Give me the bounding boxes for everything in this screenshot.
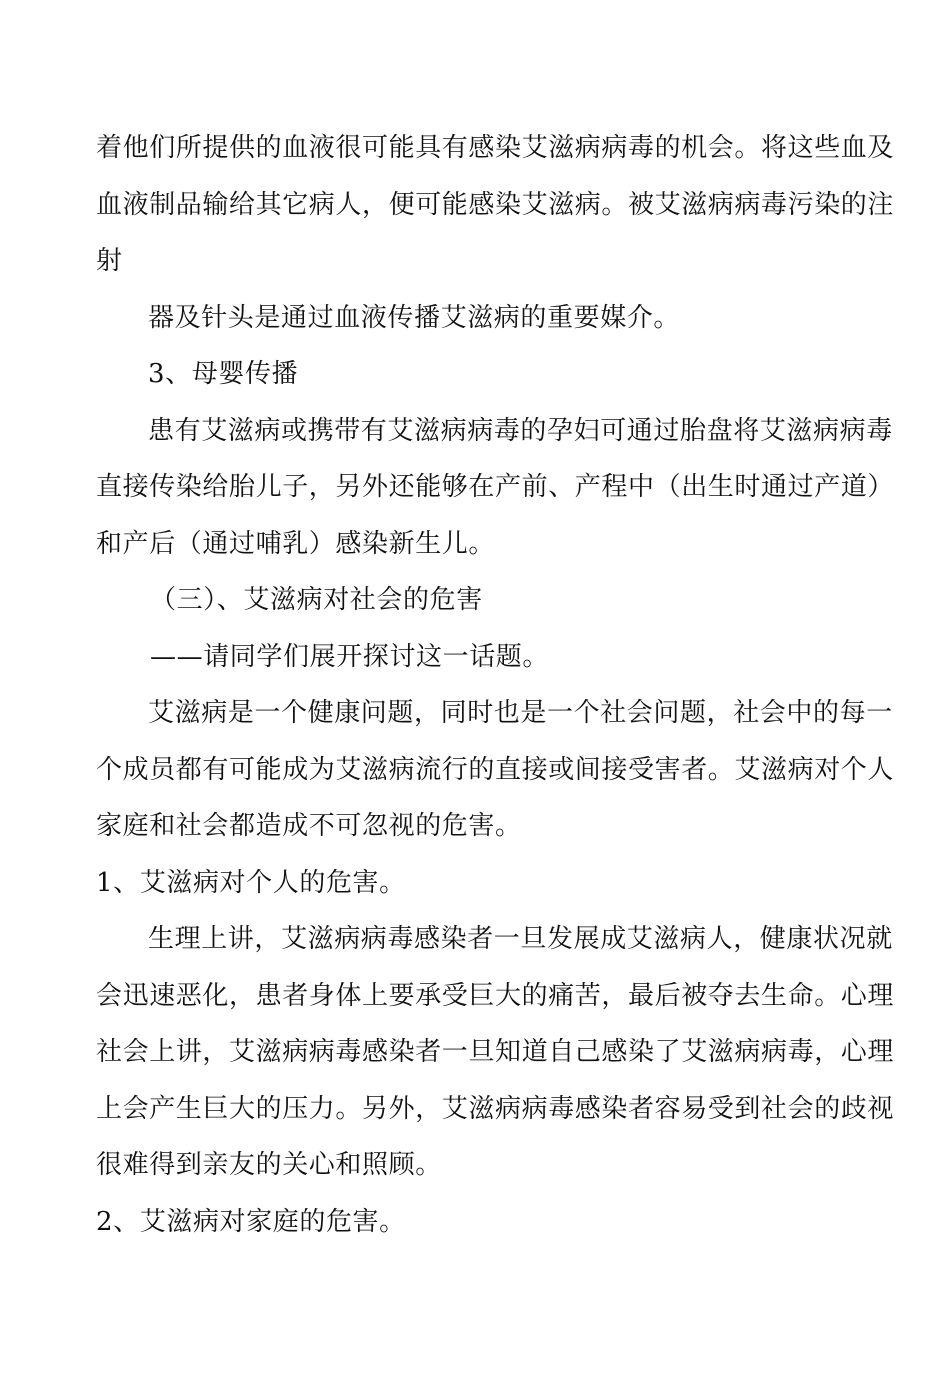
paragraph-line: 很难得到亲友的关心和照顾。	[96, 1150, 442, 1180]
section-heading: （三）、艾滋病对社会的危害	[150, 585, 483, 615]
paragraph-line: 和产后（通过哺乳）感染新生儿。	[96, 529, 496, 559]
paragraph-line: 家庭和社会都造成不可忽视的危害。	[96, 811, 522, 841]
paragraph-line: 会迅速恶化，患者身体上要承受巨大的痛苦，最后被夺去生命。心理	[96, 981, 895, 1011]
paragraph-line: 个成员都有可能成为艾滋病流行的直接或间接受害者。艾滋病对个人	[96, 755, 895, 785]
section-heading: 2、艾滋病对家庭的危害。	[96, 1207, 406, 1237]
paragraph-line: 生理上讲，艾滋病病毒感染者一旦发展成艾滋病人，健康状况就	[148, 924, 893, 954]
paragraph-line: 血液制品输给其它病人，便可能感染艾滋病。被艾滋病病毒污染的注	[96, 190, 895, 220]
paragraph-line: 艾滋病是一个健康问题，同时也是一个社会问题，社会中的每一	[148, 698, 893, 728]
section-heading: 3、母婴传播	[148, 359, 299, 389]
paragraph-line: 社会上讲，艾滋病病毒感染者一旦知道自己感染了艾滋病病毒，心理	[96, 1037, 895, 1067]
paragraph-line: 直接传染给胎儿子，另外还能够在产前、产程中（出生时通过产道）	[96, 472, 895, 502]
paragraph-line: 上会产生巨大的压力。另外，艾滋病病毒感染者容易受到社会的歧视	[96, 1094, 895, 1124]
paragraph-line: 患有艾滋病或携带有艾滋病病毒的孕妇可通过胎盘将艾滋病病毒	[148, 416, 893, 446]
paragraph-line: 着他们所提供的血液很可能具有感染艾滋病病毒的机会。将这些血及	[96, 133, 895, 163]
paragraph-line: 射	[96, 246, 123, 276]
paragraph-line: 器及针头是通过血液传播艾滋病的重要媒介。	[148, 303, 681, 333]
section-heading: 1、艾滋病对个人的危害。	[96, 868, 406, 898]
paragraph-line: ——请同学们展开探讨这一话题。	[150, 642, 550, 672]
